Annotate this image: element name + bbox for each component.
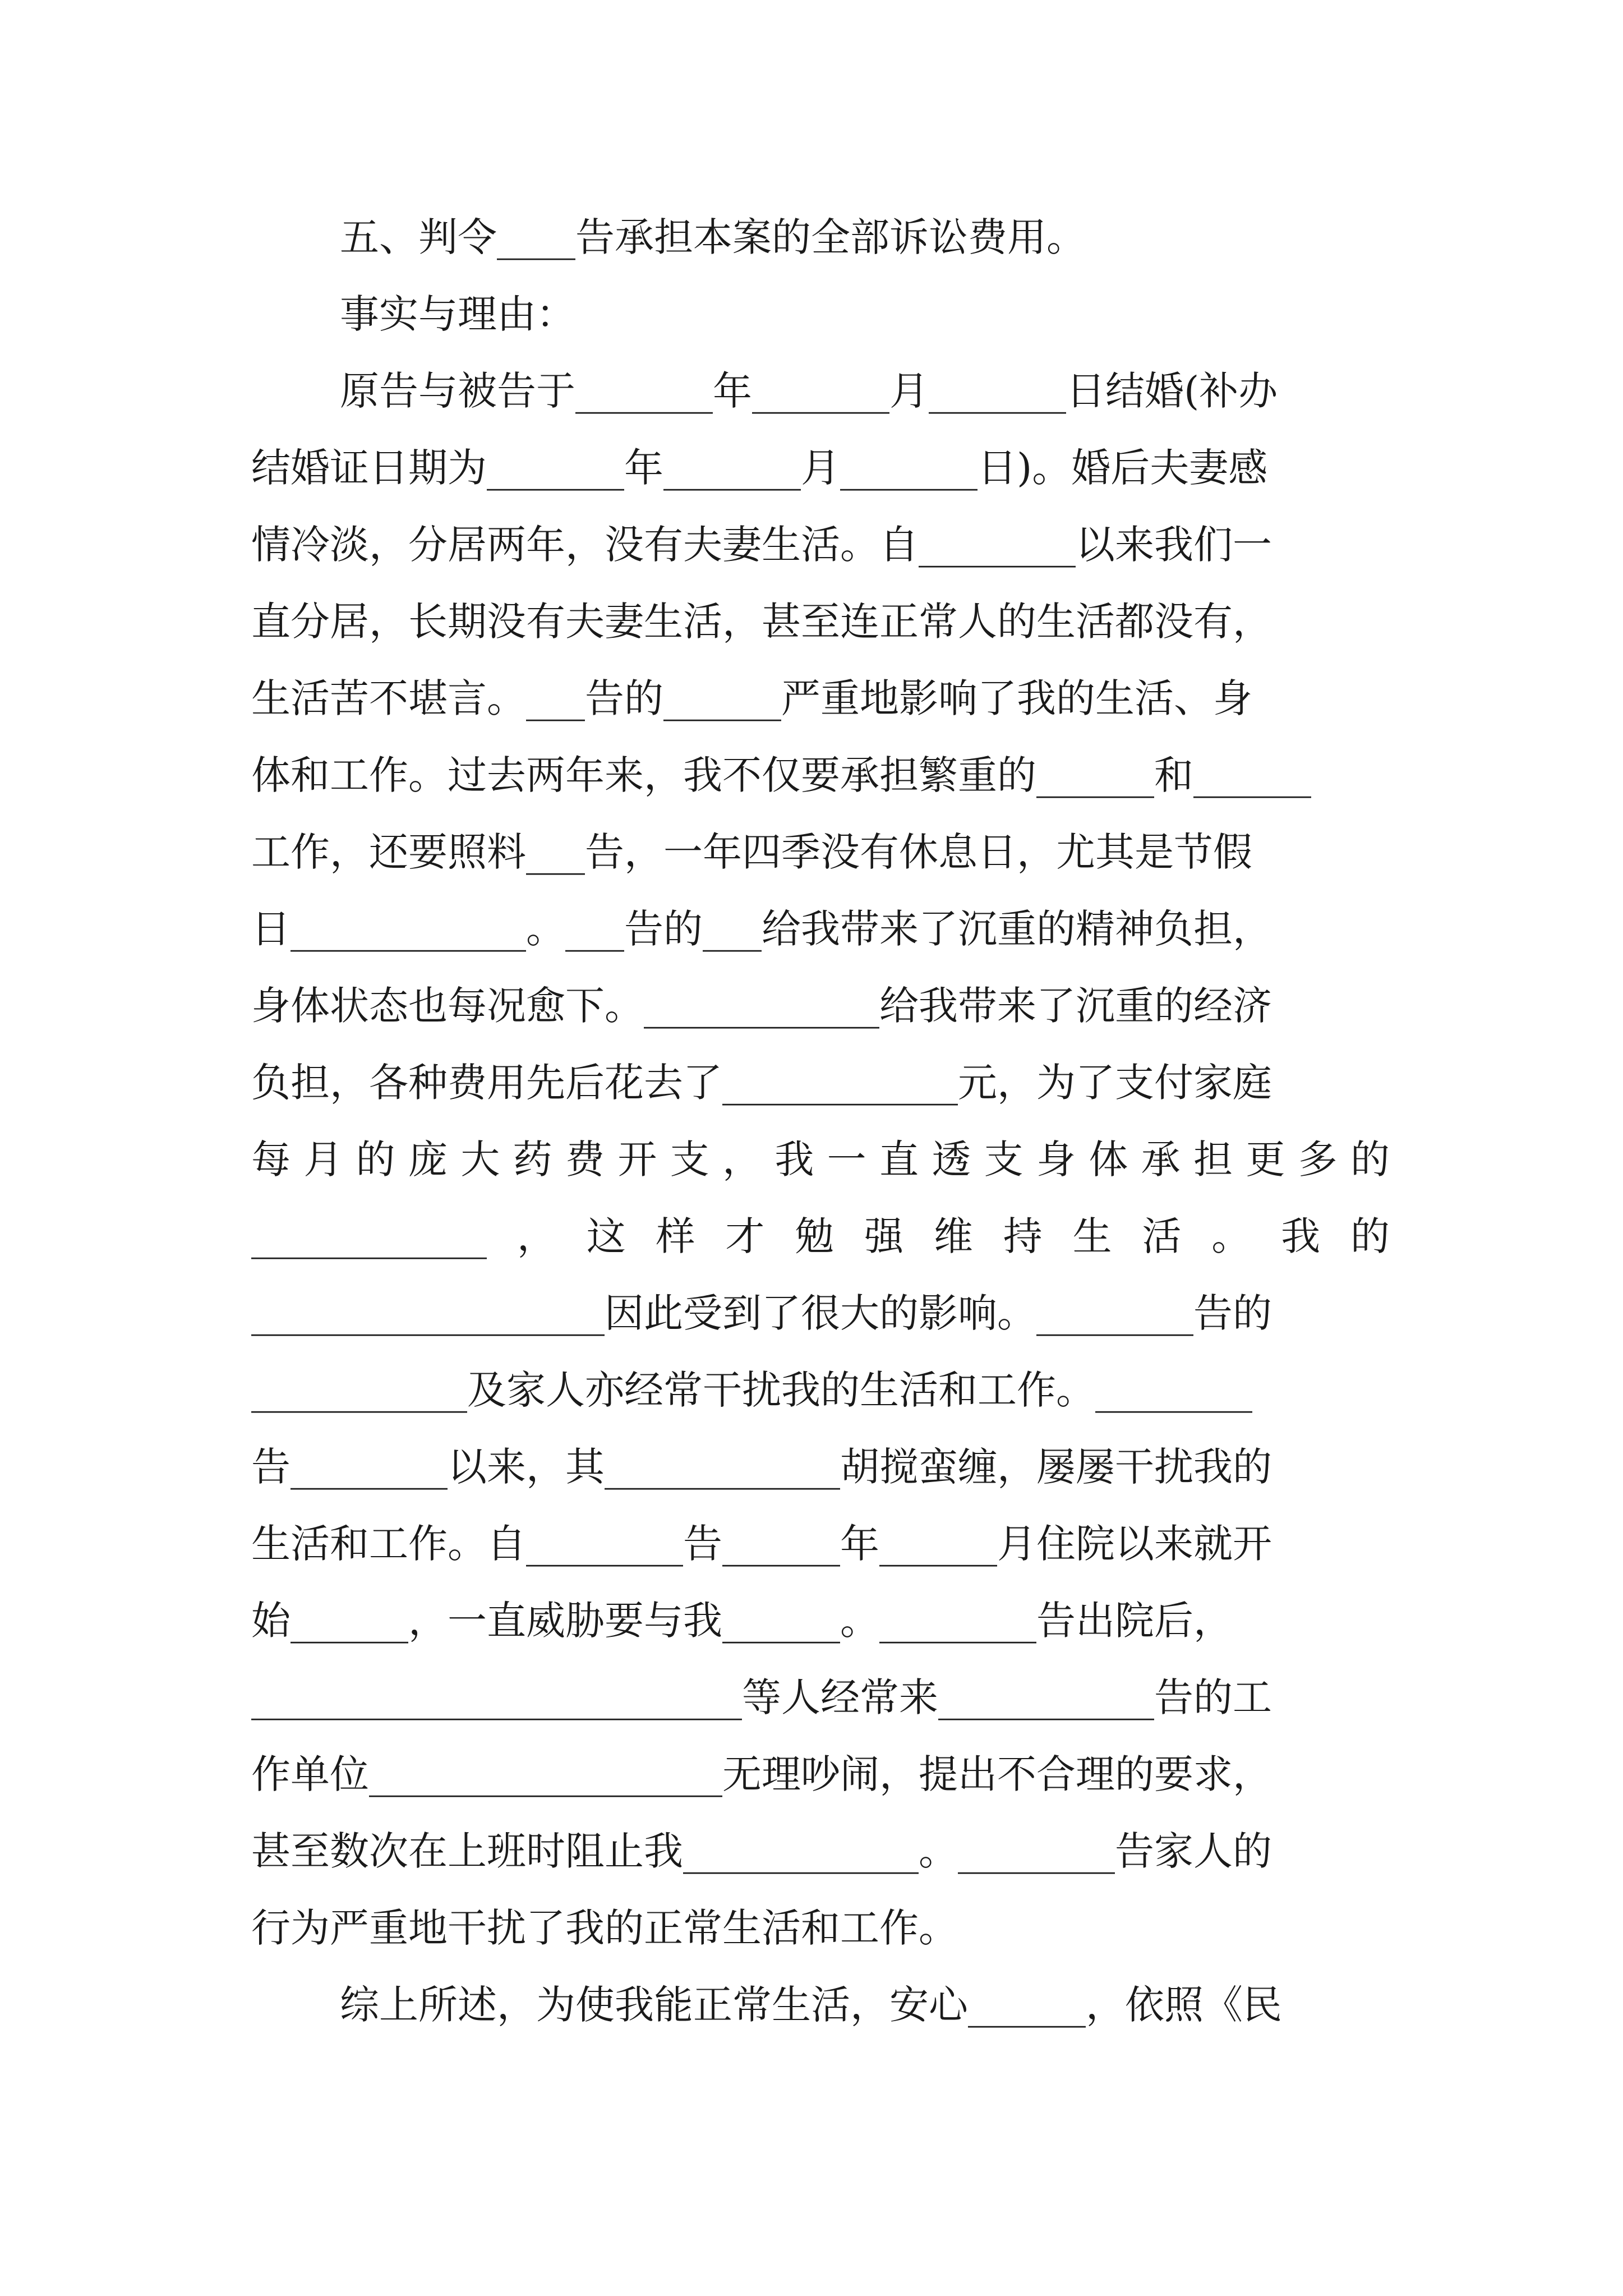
text-line: 五、判令____告承担本案的全部诉讼费用。 — [340, 214, 1086, 260]
text-line: ___________及家人亦经常干扰我的生活和工作。________ — [251, 1367, 1252, 1413]
text-line: 行为严重地干扰了我的正常生活和工作。 — [251, 1905, 958, 1951]
text-line: ____________，这样才勉强维持生活。我的 — [251, 1213, 1390, 1259]
text-line: 每月的庞大药费开支，我一直透支身体承担更多的 — [251, 1137, 1390, 1182]
text-line: 工作，还要照料___告，一年四季没有休息日，尤其是节假 — [251, 829, 1252, 875]
text-line: 体和工作。过去两年来，我不仅要承担繁重的______和______ — [251, 752, 1311, 798]
text-line: 生活和工作。自________告______年______月住院以来就开 — [251, 1521, 1272, 1567]
section-heading: 事实与理由： — [340, 291, 575, 337]
text-line: _________________________等人经常来___________告的工 — [251, 1674, 1272, 1720]
text-line: 综上所述，为使我能正常生活，安心______，依照《民 — [340, 1982, 1282, 2028]
text-line: 情冷淡，分居两年，没有夫妻生活。自________以来我们一 — [251, 522, 1272, 568]
text-line: __________________因此受到了很大的影响。________告的 — [251, 1290, 1272, 1336]
text-line: 告________以来，其____________胡搅蛮缠，屡屡干扰我的 — [251, 1444, 1272, 1490]
text-line: 日____________。___告的___给我带来了沉重的精神负担， — [251, 906, 1272, 952]
text-line: 甚至数次在上班时阻止我____________。________告家人的 — [251, 1828, 1272, 1874]
text-line: 结婚证日期为_______年_______月_______日)。婚后夫妻感 — [251, 445, 1268, 491]
text-line: 原告与被告于_______年_______月_______日结婚(补办 — [340, 368, 1278, 414]
text-line: 作单位__________________无理吵闹，提出不合理的要求， — [251, 1751, 1272, 1797]
text-line: 生活苦不堪言。___告的______严重地影响了我的生活、身 — [251, 675, 1252, 721]
text-line: 始______，一直威胁要与我______。________告出院后， — [251, 1598, 1233, 1644]
document-body — [251, 199, 1390, 2044]
text-line: 直分居，长期没有夫妻生活，甚至连正常人的生活都没有， — [251, 599, 1272, 645]
text-line: 身体状态也每况愈下。____________给我带来了沉重的经济 — [251, 983, 1272, 1029]
text-line: 负担，各种费用先后花去了____________元，为了支付家庭 — [251, 1060, 1272, 1106]
